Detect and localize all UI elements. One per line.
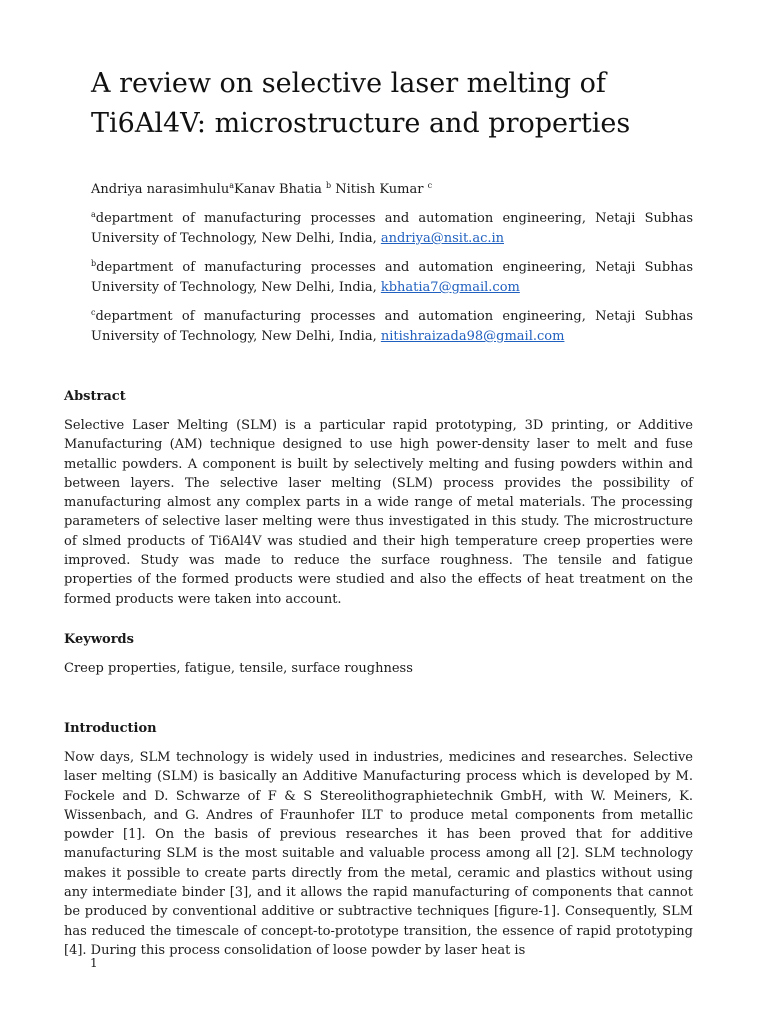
affiliation-c-text: department of manufacturing processes and automation engineering, Netaji Subhas University of Technology, New Delhi, India, bbox=[91, 309, 693, 344]
affiliation-a bbox=[91, 209, 693, 249]
introduction-heading: Introduction bbox=[64, 721, 157, 736]
affiliation-b-email-link[interactable]: kbhatia7@gmail.com bbox=[380, 280, 520, 295]
keywords-text: Creep properties, fatigue, tensile, surface roughness bbox=[64, 661, 413, 676]
abstract-heading: Abstract bbox=[64, 389, 126, 404]
abstract-text: Selective Laser Melting (SLM) is a particular rapid prototyping, 3D printing, or Additive Manufacturing (AM) technique designed to use high power-density laser to melt and fuse metallic powders. A component is built by selectively melting and fusing powders within and between layers. The selective laser melting (SLM) process provides the possibility of manufacturing almost any complex parts in a wide range of metal materials. The processing parameters of selective laser melting were thus investigated in this study. The microstructure of slmed products of Ti6Al4V was studied and their high temperature creep properties were improved. Study was made to reduce the surface roughness. The tensile and fatigue properties of the formed products were studied and also the effects of heat treatment on the formed products were taken into account. bbox=[64, 418, 693, 607]
page-number: 1 bbox=[90, 956, 98, 970]
author-2-name: Kanav Bhatia bbox=[233, 182, 326, 197]
author-1-name: Andriya narasimhulu bbox=[91, 182, 230, 197]
author-1-mark: a bbox=[229, 181, 234, 190]
affiliation-c-email-link[interactable]: nitishraizada98@gmail.com bbox=[380, 329, 565, 344]
affiliation-b bbox=[91, 258, 693, 298]
affiliation-b-text: department of manufacturing processes and automation engineering, Netaji Subhas University of Technology, New Delhi, India, bbox=[91, 260, 693, 295]
author-line bbox=[91, 180, 693, 199]
affiliation-b-mark: b bbox=[91, 259, 97, 268]
affiliation-a-text: department of manufacturing processes and automation engineering, Netaji Subhas University of Technology, New Delhi, India, bbox=[91, 211, 693, 246]
paper-title: A review on selective laser melting of Ti6Al4V: microstructure and properties bbox=[91, 68, 631, 139]
author-2-mark: b bbox=[326, 181, 332, 190]
affiliation-c bbox=[91, 307, 693, 347]
affiliation-c-mark: c bbox=[91, 308, 96, 317]
affiliation-a-email-link[interactable]: andriya@nsit.ac.in bbox=[380, 231, 505, 246]
author-3-mark: c bbox=[427, 181, 433, 190]
introduction-text: Now days, SLM technology is widely used in industries, medicines and researches. Selective laser melting (SLM) is basically an Additive Manufacturing process which is developed by M. Fockele and D. Schwarze of F & S Stereolithographietechnik GmbH, with W. Meiners, K. Wissenbach, and G. Andres of Fraunhofer ILT to produce metal components from metallic powder [1]. On the basis of previous researches it has been proved that for additive manufacturing SLM is the most suitable and valuable process among all [2]. SLM technology makes it possible to create parts directly from the metal, ceramic and plastics without using any intermediate binder [3], and it allows the rapid manufacturing of components that cannot be produced by conventional additive or subtractive techniques [figure-1]. Consequently, SLM has reduced the timescale of concept-to-prototype transition, the essence of rapid prototyping [4]. During this process consolidation of loose powder by laser heat is bbox=[64, 750, 693, 958]
keywords-heading: Keywords bbox=[64, 632, 134, 647]
affiliation-a-mark: a bbox=[91, 210, 96, 219]
author-3-name: Nitish Kumar bbox=[331, 182, 428, 197]
